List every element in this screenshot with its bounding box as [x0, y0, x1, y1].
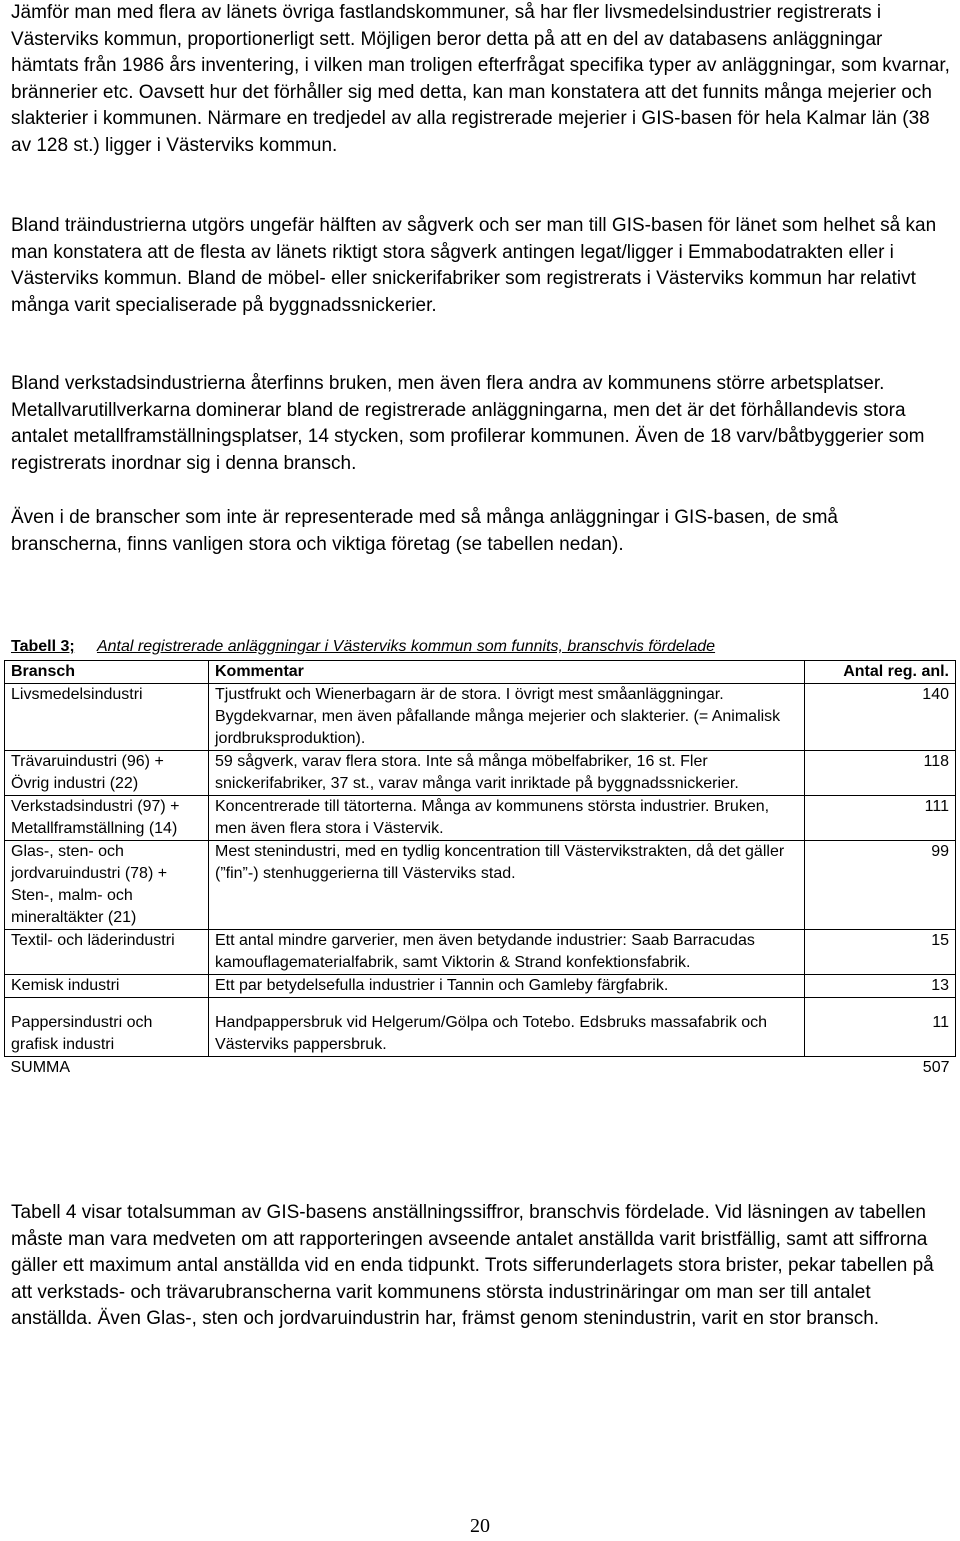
cell-kommentar: Ett antal mindre garverier, men även betydande industrier: Saab Barracudas kamouflagematerialfabrik, samt Viktorin & Strand konfektionsfabrik. — [209, 930, 805, 975]
cell-kommentar: Handpappersbruk vid Helgerum/Gölpa och Totebo. Edsbruks massafabrik och Västerviks pappersbruk. — [209, 998, 805, 1057]
cell-kommentar: Ett par betydelsefulla industrier i Tannin och Gamleby färgfabrik. — [209, 975, 805, 998]
table-row — [5, 684, 956, 751]
cell-summa-empty — [209, 1057, 805, 1080]
cell-kommentar: Tjustfrukt och Wienerbagarn är de stora. I övrigt mest småanläggningar. Bygdekvarnar, men även påfallande många mejerier och slakterier. (= Animalisk jordbruksproduktion). — [209, 684, 805, 751]
cell-bransch: Kemisk industri — [5, 975, 209, 998]
cell-bransch: Pappersindustri och grafisk industri — [5, 998, 209, 1057]
cell-antal: 15 — [805, 930, 956, 975]
table-row — [5, 975, 956, 998]
table-row — [5, 751, 956, 796]
cell-kommentar: 59 sågverk, varav flera stora. Inte så många möbelfabriker, 16 st. Fler snickerifabriker, 37 st., varav många varit inriktade på byggnadssnickerier. — [209, 751, 805, 796]
table-caption — [11, 636, 951, 658]
cell-antal: 11 — [805, 998, 956, 1057]
cell-kommentar: Mest stenindustri, med en tydlig koncentration till Västervikstrakten, då det gäller (”fin”-) stenhuggerierna till Västerviks stad. — [209, 841, 805, 930]
cell-antal: 118 — [805, 751, 956, 796]
cell-summa-label: SUMMA — [10, 1059, 71, 1076]
paragraph-verkstad: Bland verkstadsindustrierna återfinns bruken, men även flera andra av kommunens större arbetsplatser. Metallvarutillverkarna dominerar bland de registrerade anläggningarna, men det är det förhållandevis stora antalet metallframställningsplatser, 14 stycken, som profilerar kommunen. Även de 18 varv/båtbyggerier som registrerats inordnar sig i denna bransch. — [11, 373, 925, 474]
table-row — [5, 841, 956, 930]
branch-table — [4, 660, 956, 1079]
cell-bransch: Glas-, sten- och jordvaruindustri (78) + Sten-, malm- och mineraltäkter (21) — [5, 841, 209, 930]
header-bransch: Bransch — [5, 661, 209, 684]
header-antal: Antal reg. anl. — [805, 661, 956, 684]
cell-antal: 13 — [805, 975, 956, 998]
page-number: 20 — [470, 1515, 490, 1537]
cell-antal: 111 — [805, 796, 956, 841]
cell-antal: 99 — [805, 841, 956, 930]
header-kommentar: Kommentar — [209, 661, 805, 684]
paragraph-traindustri: Bland träindustrierna utgörs ungefär hälften av sågverk och ser man till GIS-basen för länet som helhet så kan man konstatera att de flesta av länets riktigt stora sågverk antingen legat/ligger i Emmabodatrakten eller i Västerviks kommun. Bland de möbel- eller snickerifabriker som registrerats i Västerviks kommun har relativt många varit specialiserade på byggnadssnickerier. — [11, 215, 937, 316]
table-sum-row — [5, 1057, 956, 1080]
cell-bransch: Livsmedelsindustri — [5, 684, 209, 751]
table-row — [5, 930, 956, 975]
cell-bransch: Textil- och läderindustri — [5, 930, 209, 975]
cell-bransch: Verkstadsindustri (97) + Metallframställning (14) — [5, 796, 209, 841]
cell-kommentar: Koncentrerade till tätorterna. Många av kommunens största industrier. Bruken, men även flera stora i Västervik. — [209, 796, 805, 841]
paragraph-livsmedel: Jämför man med flera av länets övriga fastlandskommuner, så har fler livsmedelsindustrier registrerats i Västerviks kommun, proportionerligt sett. Möjligen beror detta på att en del av databasens anläggningar hämtats från 1986 års inventering, i vilken man troligen efterfrågat specifika typer av anläggningar, som kvarnar, brännerier etc. Oavsett hur det förhåller sig med detta, kan man konstatera att det funnits många mejerier och slakterier i kommunen. Närmare en tredjedel av alla registrerade mejerier i GIS-basen för hela Kalmar län (38 av 128 st.) ligger i Västerviks kommun. — [11, 2, 950, 156]
cell-summa-value: 507 — [922, 1059, 950, 1076]
paragraph-tabell-4: Tabell 4 visar totalsumman av GIS-basens anställningssiffror, branschvis fördelade. Vid läsningen av tabellen måste man vara medveten om att rapporteringen avseende antalet anställda varit bristfällig, samt att siffrorna gäller ett maximum antal anställda vid en enda tidpunkt. Trots sifferunderlagets stora brister, pekar tabellen på att verkstads- och trävarubranscherna varit kommunens största industrinäringar om man ser till antalet anställda. Även Glas-, sten och jordvaruindustrin har, främst genom stenindustrin, varit en stor bransch. — [11, 1202, 934, 1329]
cell-bransch: Trävaruindustri (96) + Övrig industri (22) — [5, 751, 209, 796]
paragraph-sma-branscher: Även i de branscher som inte är representerade med så många anläggningar i GIS-basen, de små branscherna, finns vanligen stora och viktiga företag (se tabellen nedan). — [11, 507, 838, 555]
cell-antal: 140 — [805, 684, 956, 751]
table-header-row — [5, 661, 956, 684]
table-row — [5, 796, 956, 841]
table-caption-number: Tabell 3; — [11, 638, 75, 655]
table-row — [5, 998, 956, 1057]
table-caption-text: Antal registrerade anläggningar i Västerviks kommun som funnits, branschvis fördelade — [96, 638, 716, 655]
